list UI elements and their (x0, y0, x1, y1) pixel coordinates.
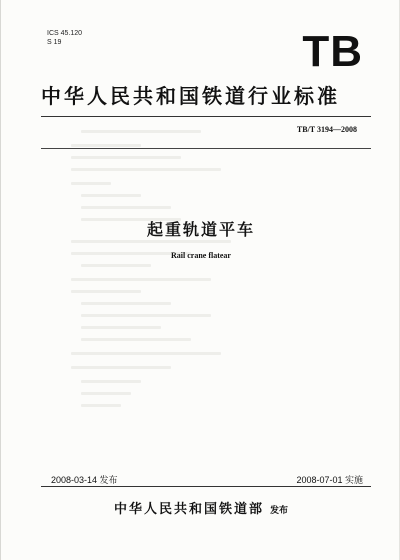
implement-date: 2008-07-01 实施 (296, 475, 363, 485)
issuer-line (1, 498, 400, 517)
classification-codes (47, 29, 82, 47)
ccs-code: S 19 (47, 39, 62, 46)
standard-category: 中华人民共和国铁道行业标准 (41, 84, 340, 108)
divider-bottom (41, 486, 371, 487)
ics-code: ICS 45.120 (47, 30, 83, 37)
publish-date: 2008-03-14 发布 (51, 475, 118, 485)
bleed-through-text (61, 130, 341, 430)
divider-code (41, 148, 371, 149)
tb-logo: TB (302, 27, 363, 76)
standard-code: TB/T 3194—2008 (296, 125, 357, 134)
document-title-cn: 起重轨道平车 (146, 220, 255, 239)
divider-top (41, 116, 371, 117)
document-title-en: Rail crane flatear (171, 251, 231, 260)
issuer-name: 中华人民共和国铁道部 (113, 502, 264, 517)
issuer-suffix: 发布 (270, 506, 289, 516)
